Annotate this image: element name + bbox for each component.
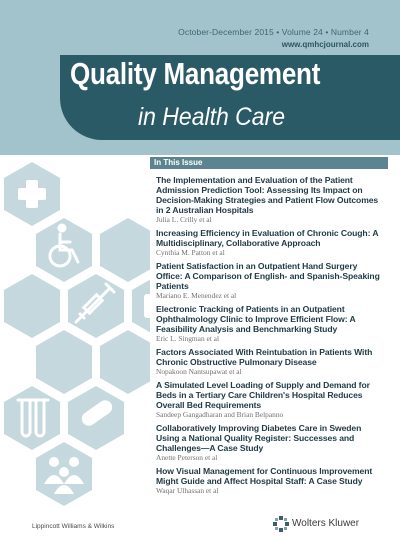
issue-info: October-December 2015 • Volume 24 • Number 4 xyxy=(178,27,369,37)
article-3[interactable] xyxy=(156,261,384,301)
article-title[interactable]: How Visual Management for Continuous Improvement Might Guide and Affect Hospital Staff: A Case Study xyxy=(156,466,373,486)
publisher-name: Lippincott Williams & Wilkins xyxy=(32,523,115,530)
toc-header xyxy=(150,157,388,169)
article-authors: Cynthia M. Patton et al xyxy=(156,248,225,257)
article-6[interactable] xyxy=(156,380,384,420)
article-authors: Anette Peterson et al xyxy=(156,453,218,462)
article-title[interactable]: Increasing Efficiency in Evaluation of Chronic Cough: A Multidisciplinary, Collaborative Approach xyxy=(156,228,379,248)
article-authors: Julia L. Crilly et al xyxy=(156,215,212,224)
article-2[interactable] xyxy=(156,228,384,258)
article-authors: Eric L. Singman et al xyxy=(156,334,220,343)
article-1[interactable] xyxy=(156,175,384,225)
article-authors: Mariano E. Menendez et al xyxy=(156,291,237,300)
article-authors: Nopakoon Nantsupawat et al xyxy=(156,367,242,376)
wolters-kluwer-brand: Wolters Kluwer xyxy=(292,518,360,529)
article-authors: Sandeep Gangadharan and Brian Belpanno xyxy=(156,410,284,419)
toc-header-label: In This Issue xyxy=(154,158,203,167)
article-4[interactable] xyxy=(156,304,384,344)
journal-website[interactable]: www.qmhcjournal.com xyxy=(281,40,369,49)
hexagon xyxy=(100,218,156,282)
journal-title: Quality Management xyxy=(70,56,321,91)
hexagon xyxy=(4,274,60,338)
table-of-contents xyxy=(156,175,384,499)
journal-subtitle: in Health Care xyxy=(138,103,286,131)
article-8[interactable] xyxy=(156,466,384,496)
hexagon xyxy=(4,386,60,450)
article-title[interactable]: Collaboratively Improving Diabetes Care in Sweden Using a National Quality Register: Successes and Challenges—A Case Study xyxy=(156,423,362,453)
article-title[interactable]: Factors Associated With Reintubation in Patients With Chronic Obstructive Pulmonary Disease xyxy=(156,347,373,367)
hexagon xyxy=(100,330,156,394)
article-5[interactable] xyxy=(156,347,384,377)
article-7[interactable] xyxy=(156,423,384,463)
article-title[interactable]: Electronic Tracking of Patients in an Outpatient Ophthalmology Clinic to Improve Efficient Flow: A Feasibility Analysis and Benchmarking Study xyxy=(156,304,356,334)
wolters-kluwer-logo-icon xyxy=(273,516,289,532)
article-title[interactable]: Patient Satisfaction in an Outpatient Hand Surgery Office: A Comparison of English- and Spanish-Speaking Patients xyxy=(156,261,380,291)
article-title[interactable]: The Implementation and Evaluation of the Patient Admission Prediction Tool: Assessing Its Impact on Decision-Making Strategies and Patient Flow Outcomes in 2 Australian Hospitals xyxy=(156,175,379,215)
hexagon xyxy=(36,330,92,394)
article-title[interactable]: A Simulated Level Loading of Supply and Demand for Beds in a Tertiary Care Children's Hospital Reduces Overall Bed Requirements xyxy=(156,380,370,410)
article-authors: Waqar Ulhassan et al xyxy=(156,486,219,495)
